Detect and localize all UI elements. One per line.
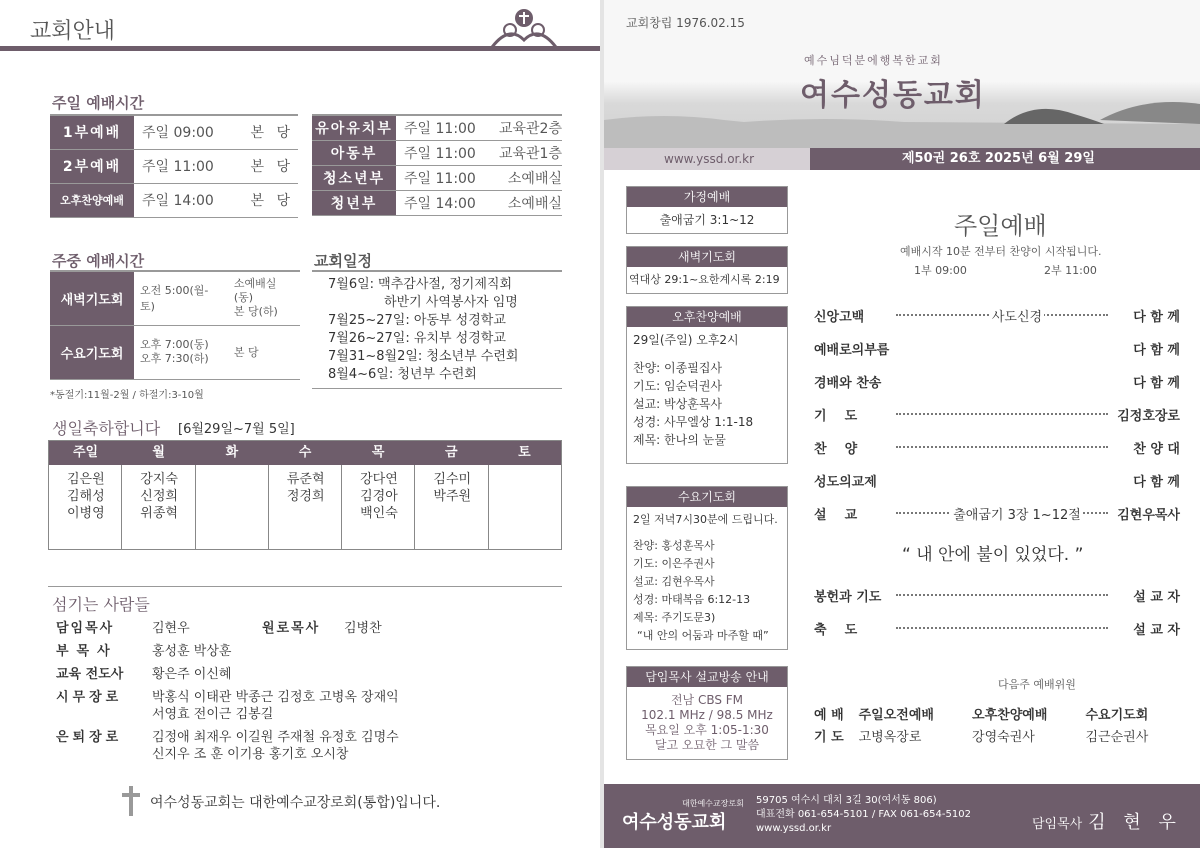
staff-label: 원로목사 (262, 621, 321, 636)
staff-row (56, 729, 399, 763)
staff-row (56, 666, 399, 683)
table-cell: 예 배 (814, 707, 844, 723)
service-place: 본 당 (237, 115, 298, 149)
day-header: 금 (444, 445, 458, 460)
staff-label: 담임목사 (56, 621, 115, 636)
service-name: 아동부 (312, 140, 396, 165)
broadcast-box (626, 666, 788, 760)
service-name: 유아유치부 (312, 115, 396, 140)
table-row (50, 115, 298, 149)
worship-subtitle: 예배시작 10분 전부터 찬양이 시작됩니다. (900, 245, 1102, 258)
birthday-cell: 류준혁 정경희 (269, 465, 342, 549)
wednesday-prayer: 기도: 이은주권사 (633, 557, 715, 570)
birthday-title: 생일축하합니다 (52, 419, 161, 438)
season-note: *동절기:11월-2월 / 하절기:3-10월 (50, 390, 204, 401)
weekday-title: 주중 예배시간 (52, 252, 145, 270)
birthday-cell (489, 465, 561, 549)
sunday-title: 주일 예배시간 (52, 94, 145, 112)
wednesday-scripture: 성경: 마태복음 6:12-13 (633, 593, 751, 606)
birthday-cell (196, 465, 269, 549)
service-place: 소예배실 (489, 165, 562, 190)
table-row (312, 165, 562, 190)
sermon-title: “ 내 안에 불이 있었다. ” (902, 545, 1084, 565)
service-time: 주일 11:00 (396, 115, 489, 140)
next-table (814, 702, 1180, 746)
broadcast-line: 전남 CBS FM (670, 693, 744, 707)
staff-label: 교육 전도사 (56, 667, 124, 682)
staff-row (56, 689, 399, 723)
left-header (0, 0, 600, 60)
sunday-edu-table (312, 114, 562, 216)
box-title: 새벽기도회 (627, 247, 787, 267)
box-title: 담임목사 설교방송 안내 (627, 667, 787, 687)
issue-info: 제50권 26호 2025년 6월 29일 (810, 148, 1200, 170)
order-item: 경배와 찬송 다 함 께 (814, 376, 1180, 391)
table-cell: 기 도 (814, 729, 844, 745)
birthday-cell: 김수미 박주원 (415, 465, 488, 549)
staff-value: 황은주 이신혜 (152, 667, 232, 682)
afternoon-praise: 찬양: 이종필집사 (633, 361, 723, 375)
service-name: 청년부 (312, 190, 396, 215)
day-header: 월 (152, 445, 165, 460)
box-body (627, 687, 787, 759)
service-name: 1부예배 (50, 115, 134, 149)
staff-value: 김정애 최재우 이길원 주재철 유정호 김명수 신지우 조 훈 이기용 홍기호 오시창 (152, 730, 399, 762)
afternoon-scripture: 성경: 사무엘상 1:1-18 (633, 415, 754, 429)
table-row (50, 325, 300, 379)
order-item: 신앙고백 사도신경 다 함 께 (814, 310, 1180, 325)
right-header (604, 0, 1200, 170)
day-header: 목 (371, 445, 385, 460)
service-time: 주일 11:00 (134, 149, 237, 183)
table-row (312, 140, 562, 165)
broadcast-line: 102.1 MHz / 98.5 MHz (641, 708, 773, 722)
afternoon-when: 29일(주일) 오후2시 (633, 333, 739, 347)
birthday-body (49, 465, 561, 549)
worship-title: 주일예배 (954, 212, 1047, 240)
table-row (312, 190, 562, 215)
service-name: 청소년부 (312, 165, 396, 190)
order-item: 설 교 출애굽기 3장 1~12절 김현우목사 (814, 508, 1180, 523)
table-row (50, 271, 300, 325)
service-place: 본 당 (237, 149, 298, 183)
church-motto: 예수님덕분에행복한교회 (804, 54, 943, 67)
wednesday-praise: 찬양: 홍성훈목사 (633, 539, 715, 552)
since-date: 교회창립 1976.02.15 (626, 16, 745, 30)
afternoon-sermon: 설교: 박상훈목사 (633, 397, 723, 411)
right-footer (604, 784, 1200, 848)
birthday-range: [6월29일~7월 5일] (178, 422, 295, 437)
next-week-staff (814, 676, 1180, 746)
table-row (814, 702, 1180, 724)
list-item: 8월4~6일: 청년부 수련회 (328, 367, 477, 382)
table-cell: 오후찬양예배 (972, 707, 1048, 723)
family-box (626, 186, 788, 234)
birthday-table (48, 440, 562, 550)
footer-address: 59705 여수시 대치 3길 30(여서동 806) 대표전화 061-654-5101 / FAX 061-654-5102 www.yssd.or.kr (756, 795, 971, 834)
table-row (50, 149, 298, 183)
worship-time-2: 2부 11:00 (1044, 264, 1097, 277)
broadcast-line: 목요일 오후 1:05-1:30 (645, 723, 769, 737)
staff-rule (48, 586, 562, 587)
wednesday-sermon: 설교: 김현우목사 (633, 575, 715, 588)
service-time: 주일 14:00 (134, 183, 237, 217)
staff-title: 섬기는 사람들 (52, 595, 150, 614)
church-logo-icon (488, 6, 560, 50)
box-body: 출애굽기 3:1~12 (659, 213, 755, 227)
service-place: 교육관1층 (489, 140, 562, 165)
service-name: 수요기도회 (50, 325, 134, 379)
footer-pastor: 담임목사 김 현 우 (1032, 812, 1182, 833)
staff-list (56, 620, 399, 769)
table-cell: 고병옥장로 (858, 729, 922, 745)
box-title: 오후찬양예배 (627, 307, 787, 327)
day-header: 수 (298, 445, 312, 460)
table-cell: 수요기도회 (1085, 707, 1149, 723)
day-header: 화 (225, 445, 239, 460)
cross-icon (120, 786, 142, 816)
birthday-cell: 강다연 김경아 백인숙 (342, 465, 415, 549)
staff-value: 박홍식 이태관 박종근 김정호 고병옥 장재익 서영효 전이근 김봉길 (152, 690, 399, 722)
church-url[interactable]: www.yssd.or.kr (604, 148, 810, 170)
right-page (604, 0, 1200, 848)
service-time: 오후 7:00(동) 오후 7:30(하) (134, 325, 228, 379)
footer-logo: 대한예수교장로회 여수성동교회 (622, 799, 744, 833)
list-item: 7월25~27일: 아동부 성경학교 (328, 313, 506, 328)
broadcast-line: 달고 오묘한 그 말씀 (654, 738, 760, 752)
worship-order (814, 306, 1180, 537)
service-place: 본 당 (228, 325, 300, 379)
wednesday-box (626, 486, 788, 650)
staff-value: 김현우 (152, 621, 190, 636)
wednesday-topic: 제목: 주기도문3) (633, 611, 716, 624)
staff-label: 은퇴장로 (56, 730, 123, 745)
service-time: 주일 09:00 (134, 115, 237, 149)
staff-value: 홍성훈 박상훈 (152, 644, 232, 659)
table-row (50, 183, 298, 217)
wednesday-topic2: “내 안의 어둠과 마주할 때” (637, 629, 769, 642)
table-cell: 김근순권사 (1085, 729, 1149, 745)
service-name: 새벽기도회 (50, 271, 134, 325)
order-item: 봉헌과 기도 설 교 자 (814, 590, 1180, 605)
box-title: 가정예배 (627, 187, 787, 207)
box-body: 역대상 29:1~요한계시록 2:19 (629, 273, 780, 286)
service-time: 주일 14:00 (396, 190, 489, 215)
service-time: 주일 11:00 (396, 140, 489, 165)
list-item: 7월31~8월2일: 청소년부 수련회 (328, 349, 519, 364)
service-place: 본 당 (237, 183, 298, 217)
birthday-cell: 김은원 김해성 이병영 (49, 465, 122, 549)
staff-label: 부목사 (56, 644, 118, 659)
worship-time-1: 1부 09:00 (914, 264, 967, 277)
staff-row (56, 620, 399, 637)
order-item: 찬 양 찬 양 대 (814, 442, 1180, 457)
box-body (627, 327, 787, 463)
list-item: 7월26~27일: 유치부 성경학교 (328, 331, 506, 346)
service-place: 소예배실(동) 본 당(하) (228, 271, 300, 325)
schedule-list (312, 270, 562, 389)
afternoon-topic: 제목: 한나의 눈물 (633, 433, 726, 447)
day-header: 주일 (73, 445, 99, 460)
worship-order-2 (814, 586, 1180, 652)
day-header: 토 (518, 445, 531, 460)
service-place: 교육관2층 (489, 115, 562, 140)
service-place: 소예배실 (489, 190, 562, 215)
order-item: 예배로의부름 다 함 께 (814, 343, 1180, 358)
afternoon-box (626, 306, 788, 464)
service-name: 오후찬양예배 (50, 183, 134, 217)
sunday-main-table (50, 114, 298, 218)
box-body (627, 507, 787, 649)
list-item: 7월6일: 맥추감사절, 정기제직회 (328, 277, 513, 292)
page-title: 교회안내 (30, 19, 116, 44)
staff-label: 시무장로 (56, 690, 123, 705)
table-cell: 주일오전예배 (858, 707, 934, 723)
service-time: 주일 11:00 (396, 165, 489, 190)
weekday-table (50, 270, 300, 380)
church-name: 여수성동교회 (800, 78, 986, 113)
service-time: 오전 5:00(월-토) (134, 271, 228, 325)
afternoon-prayer: 기도: 임순덕권사 (633, 379, 723, 393)
staff-row (56, 643, 399, 660)
table-cell: 강영숙권사 (972, 729, 1035, 745)
box-title: 수요기도회 (627, 487, 787, 507)
table-row (312, 115, 562, 140)
dawn-box (626, 246, 788, 294)
order-item: 축 도 설 교 자 (814, 623, 1180, 638)
order-item: 성도의교제 다 함 께 (814, 475, 1180, 490)
denomination-note: 여수성동교회는 대한예수교장로회(통합)입니다. (150, 795, 441, 811)
table-row (814, 724, 1180, 746)
order-item: 기 도 김정호장로 (814, 409, 1180, 424)
staff-value: 김병찬 (344, 621, 382, 636)
birthday-cell: 강지숙 신정희 위종혁 (122, 465, 195, 549)
list-item: 하반기 사역봉사자 임명 (384, 295, 518, 310)
service-name: 2부예배 (50, 149, 134, 183)
schedule-title: 교회일정 (314, 252, 372, 270)
birthday-header (49, 441, 561, 465)
next-caption: 다음주 예배위원 (998, 678, 1076, 691)
wednesday-when: 2일 저녁7시30분에 드립니다. (633, 513, 778, 526)
